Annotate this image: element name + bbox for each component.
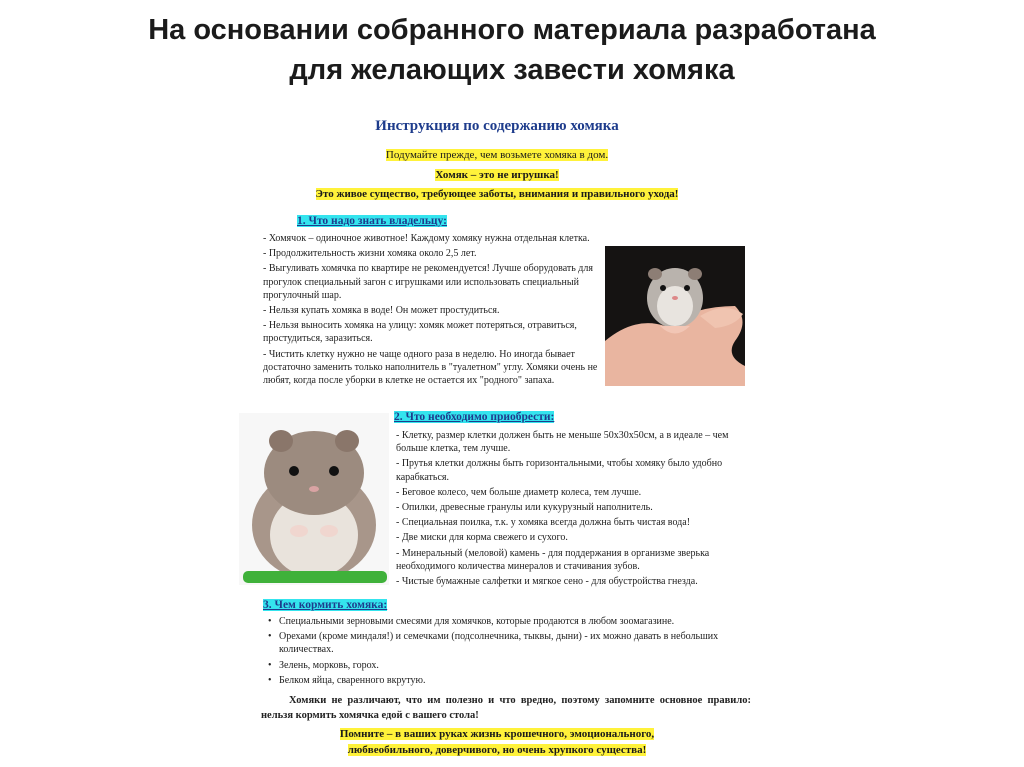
intro-line-1-text: Подумайте прежде, чем возьмете хомяка в дом. (385, 149, 609, 161)
list-item-text: Специальными зерновыми смесями для хомячков, которые продаются в любом зоомагазине. (279, 616, 675, 627)
slide-title (0, 10, 1024, 90)
section-1-heading (297, 215, 447, 227)
bullet-icon: • (268, 616, 272, 627)
list-item: - Нельзя купать хомяка в воде! Он может простудиться. (263, 305, 500, 317)
list-item: - Минеральный (меловой) камень - для поддержания в организме зверька необходимого количества минералов и стачивания зубов. (396, 547, 710, 572)
list-item-text: Зелень, морковь, горох. (279, 659, 379, 671)
list-item-text: Орехами (кроме миндаля!) и семечками (подсолнечника, тыквы, дыни) - их можно давать в небольших количествах. (279, 631, 719, 656)
intro-line-2-text: Хомяк – это не игрушка! (435, 169, 559, 181)
list-item: - Прутья клетки должны быть горизонтальными, чтобы хомяку было удобно карабкаться. (396, 458, 723, 483)
list-item: - Хомячок – одиночное животное! Каждому хомяку нужна отдельная клетка. (263, 233, 590, 244)
list-item-text: Белком яйца, сваренного вкрутую. (279, 674, 426, 686)
slide-title-line-2: для желающих завести хомяка (289, 54, 735, 86)
fluffy-hamster-photo (239, 413, 389, 585)
section-1-heading-text: 1. Что надо знать владельцу: (297, 215, 447, 227)
closing-rule: Хомяки не различают, что им полезно и что вредно, поэтому запомните основное правило: нельзя кормить хомячка едой с вашего стола! (261, 695, 751, 721)
fluffy-hamster-illustration (239, 413, 389, 585)
section-3-heading-text: 3. Чем кормить хомяка: (263, 599, 388, 611)
list-item (267, 674, 737, 687)
section-3-list (267, 615, 737, 689)
hamster-in-hand-illustration (605, 246, 745, 386)
intro-line-2 (237, 168, 757, 182)
section-1-list (263, 232, 601, 389)
section-2-list (396, 429, 741, 590)
document-title: Инструкция по содержанию хомяка (375, 118, 619, 134)
list-item: - Беговое колесо, чем больше диаметр колеса, тем лучше. (396, 486, 642, 498)
list-item (267, 659, 737, 672)
list-item (267, 615, 737, 628)
final-reminder-line-2: любвеобильного, доверчивого, но очень хрупкого существа! (347, 744, 647, 756)
intro-line-1 (237, 148, 757, 162)
list-item: - Продолжительность жизни хомяка около 2,5 лет. (263, 248, 477, 260)
list-item: - Чистые бумажные салфетки и мягкое сено - для обустройства гнезда. (396, 576, 698, 588)
section-2-heading (394, 411, 554, 423)
list-item: - Чистить клетку нужно не чаще одного раза в неделю. Но иногда бывает достаточно заменить только наполнитель в "туалетном" углу. Хомяки очень не любят, когда после уборки в клетке не остается их "родного" запаха. (263, 348, 598, 387)
bullet-icon: • (268, 631, 272, 643)
list-item: - Клетку, размер клетки должен быть не меньше 50x30x50см, а в идеале – чем больше клетка, тем лучше. (396, 430, 729, 455)
list-item: - Две миски для корма свежего и сухого. (396, 532, 568, 544)
list-item: - Нельзя выносить хомяка на улицу: хомяк может потеряться, отравиться, простудиться, заразиться. (263, 320, 577, 345)
list-item: - Выгуливать хомячка по квартире не рекомендуется! Лучше оборудовать для прогулок специальный загон с игрушками или использовать специальный прогулочный шар. (263, 263, 593, 301)
section-2-heading-text: 2. Что необходимо приобрести: (394, 411, 555, 423)
list-item (267, 630, 737, 656)
bullet-icon: • (268, 659, 272, 671)
slide-title-line-1: На основании собранного материала разработана (148, 14, 876, 46)
list-item: - Опилки, древесные гранулы или кукурузный наполнитель. (396, 502, 653, 514)
intro-line-3-text: Это живое существо, требующее заботы, внимания и правильного ухода! (315, 188, 679, 200)
bullet-icon: • (268, 674, 272, 686)
section-3-heading (263, 599, 387, 611)
final-reminder (237, 726, 757, 758)
hamster-in-hand-photo (605, 246, 745, 386)
intro-line-3 (237, 187, 757, 201)
list-item: - Специальная поилка, т.к. у хомяка всегда должна быть чистая вода! (396, 517, 691, 529)
instruction-document (237, 108, 757, 767)
final-reminder-line-1: Помните – в ваших руках жизнь крошечного, эмоционального, (339, 728, 655, 740)
